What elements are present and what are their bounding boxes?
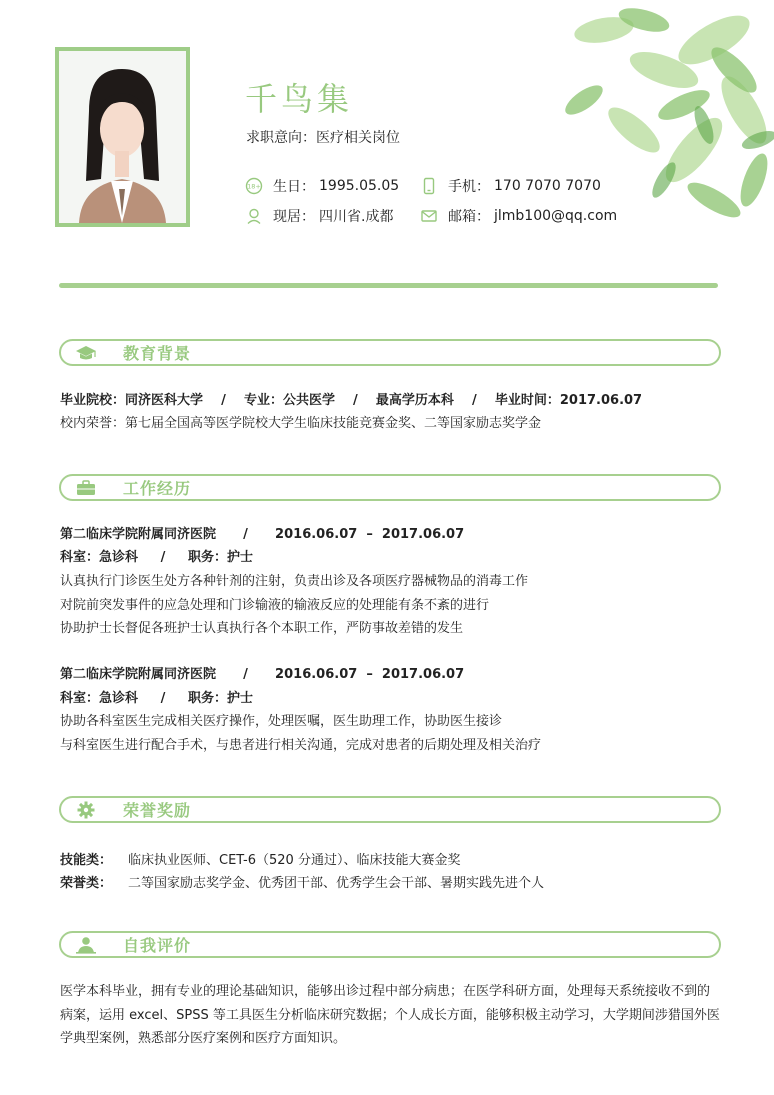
phone-info [420, 176, 601, 196]
mail-icon [420, 207, 438, 225]
birthday-icon-label: 18+ [247, 182, 261, 191]
applicant-name: 千鸟集 [245, 80, 354, 118]
phone-label: 手机： [448, 179, 490, 195]
skills-row [60, 849, 460, 868]
intent-value: 医疗相关岗位 [316, 130, 400, 146]
email-value: jlmb100@qq.com [494, 208, 618, 224]
job-duty: 协助护士长督促各班护士认真执行各个本职工作，严防事故差错的发生 [60, 621, 464, 636]
graduation-cap-icon [75, 344, 97, 362]
avatar [59, 51, 186, 223]
profile-photo [55, 47, 190, 227]
job-duty: 协助各科室医生完成相关医疗操作，处理医嘱，医生助理工作，协助医生接诊 [60, 714, 503, 729]
job-duty: 与科室医生进行配合手术，与患者进行相关沟通，完成对患者的后期处理及相关治疗 [60, 738, 542, 753]
birth-value: 1995.05.05 [319, 178, 400, 194]
email-label: 邮箱： [448, 209, 490, 225]
residence-info [245, 206, 393, 226]
email-info [420, 206, 617, 226]
gear-icon [75, 801, 97, 819]
location-icon [245, 207, 263, 225]
job-dept: 科室：急诊科 / 职务：护士 [60, 691, 254, 706]
section-education [59, 339, 721, 366]
header-divider [59, 283, 718, 288]
residence-label: 现居： [273, 209, 315, 225]
birth-label: 生日： [273, 179, 315, 195]
job-duty: 认真执行门诊医生处方各种针剂的注射，负责出诊及各项医疗器械物品的消毒工作 [60, 574, 529, 589]
skills-label: 技能类： [60, 853, 113, 868]
section-self [59, 931, 721, 958]
honor-row [60, 872, 544, 891]
section-honors [59, 796, 721, 823]
education-honors: 校内荣誉：第七届全国高等医学院校大学生临床技能竞赛金奖、二等国家励志奖学金 [60, 416, 542, 431]
phone-icon [420, 177, 438, 195]
section-title: 自我评价 [123, 936, 192, 955]
intent-label: 求职意向： [246, 130, 316, 146]
self-evaluation-text: 医学本科毕业，拥有专业的理论基础知识，能够出诊过程中部分病患；在医学科研方面，处理每天系统接收不到的病案，运用 excel、SPSS 等工具医生分析临床研究数据；个人成长方面，能够积极主动学习，大学期间涉猎国外医学典型案例，熟悉部分医疗案例和医疗方面知识。 [60, 984, 720, 1046]
phone-value: 170 7070 7070 [494, 178, 601, 194]
job-intent [246, 127, 400, 147]
section-work [59, 474, 721, 501]
job-header: 第二临床学院附属同济医院 / 2016.06.07 – 2017.06.07 [60, 667, 465, 682]
section-title: 教育背景 [123, 344, 192, 363]
section-title: 荣誉奖励 [123, 801, 192, 820]
residence-value: 四川省.成都 [319, 209, 394, 225]
birthday-icon [245, 177, 263, 195]
skills-value: 临床执业医师、CET-6（520 分通过）、临床技能大赛金奖 [128, 853, 461, 868]
job-header: 第二临床学院附属同济医院 / 2016.06.07 – 2017.06.07 [60, 527, 465, 542]
honor-value: 二等国家励志奖学金、优秀团干部、优秀学生会干部、暑期实践先进个人 [128, 876, 545, 891]
briefcase-icon [75, 479, 97, 497]
birth-info [245, 176, 399, 196]
job-dept: 科室：急诊科 / 职务：护士 [60, 550, 254, 565]
education-line: 毕业院校：同济医科大学 / 专业：公共医学 / 最高学历本科 / 毕业时间：2017.06.07 [60, 393, 643, 408]
job-duty: 对院前突发事件的应急处理和门诊输液的输液反应的处理能有条不紊的进行 [60, 598, 490, 613]
section-title: 工作经历 [123, 479, 192, 498]
honor-label: 荣誉类： [60, 876, 113, 891]
person-icon [75, 936, 97, 954]
